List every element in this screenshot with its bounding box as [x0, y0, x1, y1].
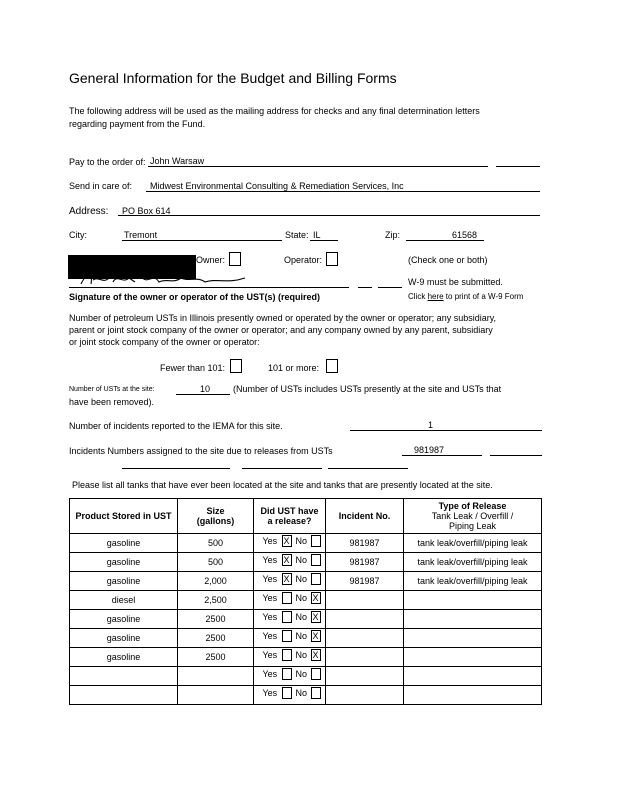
cell-release — [254, 572, 326, 591]
cell-incident[interactable] — [326, 591, 404, 610]
yes-checkbox[interactable]: X — [283, 555, 290, 565]
no-checkbox[interactable] — [311, 573, 321, 585]
cell-incident[interactable]: 981987 — [326, 534, 404, 553]
fewer-label: Fewer than 101: — [160, 363, 226, 373]
header-release-2: a release? — [267, 516, 312, 526]
cell-product[interactable]: diesel — [70, 591, 178, 610]
cell-product[interactable]: gasoline — [70, 610, 178, 629]
petroleum-line-1: Number of petroleum USTs in Illinois presently owned or operated by the owner or operator; any subsidiary, — [69, 313, 497, 323]
header-type-1: Type of Release — [438, 501, 507, 511]
ust-count-note: (Number of USTs includes USTs presently at the site and USTs that — [233, 384, 502, 394]
header-type-3: Piping Leak — [448, 521, 497, 531]
yes-label: Yes — [262, 650, 278, 660]
no-checkbox[interactable]: X — [312, 593, 319, 603]
cell-release — [254, 667, 326, 686]
more-checkbox[interactable] — [326, 359, 338, 373]
cell-type[interactable] — [404, 686, 542, 705]
petroleum-line-2: parent or joint stock company of the owner or operator; and any company owned by any parent, subsidiary — [69, 325, 493, 335]
cell-type[interactable] — [404, 667, 542, 686]
yes-label: Yes — [262, 631, 278, 641]
incident-numbers-label: Incidents Numbers assigned to the site due to releases from USTs — [69, 446, 333, 456]
city-value[interactable]: Tremont — [124, 230, 158, 240]
state-line — [310, 240, 338, 241]
header-size-1: Size — [206, 506, 225, 516]
cell-incident[interactable] — [326, 610, 404, 629]
state-value[interactable]: IL — [313, 230, 321, 240]
address-label: Address: — [69, 206, 109, 217]
yes-no-group — [255, 629, 325, 645]
check-note: (Check one or both) — [408, 255, 488, 265]
ust-count-label: Number of USTs at the site: — [69, 386, 155, 393]
cell-type[interactable] — [404, 629, 542, 648]
table-row — [70, 553, 542, 572]
care-of-value[interactable]: Midwest Environmental Consulting & Remediation Services, Inc — [150, 181, 404, 191]
cell-product[interactable]: gasoline — [70, 553, 178, 572]
incident-numbers-line-2 — [490, 455, 542, 456]
cell-type[interactable]: tank leak/overfill/piping leak — [404, 572, 542, 591]
cell-type[interactable]: tank leak/overfill/piping leak — [404, 534, 542, 553]
cell-size[interactable]: 2500 — [178, 629, 254, 648]
cell-size[interactable]: 500 — [178, 534, 254, 553]
cell-product[interactable]: gasoline — [70, 648, 178, 667]
fewer-checkbox[interactable] — [230, 359, 242, 373]
address-line — [118, 215, 540, 216]
care-of-label: Send in care of: — [69, 181, 133, 191]
care-of-line — [146, 191, 540, 192]
yes-checkbox[interactable] — [282, 668, 292, 680]
cell-size[interactable] — [178, 667, 254, 686]
no-checkbox[interactable]: X — [312, 612, 319, 622]
table-row — [70, 648, 542, 667]
page-title: General Information for the Budget and Billing Forms — [69, 70, 397, 86]
yes-checkbox[interactable] — [282, 611, 292, 623]
yes-no-group — [255, 591, 325, 607]
operator-checkbox[interactable] — [326, 252, 338, 266]
city-line — [122, 240, 282, 241]
incidents-reported-value[interactable]: 1 — [428, 420, 434, 430]
w9-link[interactable]: here — [427, 292, 444, 301]
no-checkbox[interactable] — [311, 554, 321, 566]
cell-type[interactable] — [404, 591, 542, 610]
cell-release — [254, 686, 326, 705]
payee-line-2 — [496, 166, 540, 167]
no-label: No — [295, 669, 308, 679]
operator-label: Operator: — [284, 255, 323, 265]
incident-numbers-line-5 — [328, 468, 408, 469]
payee-label: Pay to the order of: — [69, 157, 146, 167]
cell-incident[interactable] — [326, 629, 404, 648]
yes-label: Yes — [262, 593, 278, 603]
no-label: No — [295, 688, 308, 698]
owner-label: Owner: — [196, 255, 226, 265]
no-checkbox[interactable] — [311, 668, 321, 680]
cell-type[interactable] — [404, 648, 542, 667]
cell-product[interactable]: gasoline — [70, 534, 178, 553]
yes-no-group — [255, 686, 325, 702]
incident-numbers-line — [402, 455, 482, 456]
cell-size[interactable] — [178, 686, 254, 705]
cell-size[interactable]: 2,500 — [178, 591, 254, 610]
header-release-1: Did UST have — [260, 506, 319, 516]
signature-label: Signature of the owner or operator of the UST(s) (required) — [69, 292, 321, 302]
cell-release — [254, 553, 326, 572]
no-checkbox[interactable] — [311, 535, 321, 547]
intro-line-1: The following address will be used as the mailing address for checks and any final determination letters — [69, 106, 480, 116]
table-row — [70, 534, 542, 553]
yes-label: Yes — [262, 612, 278, 622]
header-type-2: Tank Leak / Overfill / — [431, 511, 514, 521]
address-value[interactable]: PO Box 614 — [122, 206, 171, 216]
cell-incident[interactable] — [326, 667, 404, 686]
cell-product[interactable]: gasoline — [70, 629, 178, 648]
yes-no-group — [255, 553, 325, 569]
ust-count-line — [176, 394, 230, 395]
cell-incident[interactable]: 981987 — [326, 553, 404, 572]
no-label: No — [295, 536, 308, 546]
ust-table — [69, 498, 542, 705]
incident-numbers-value[interactable]: 981987 — [414, 445, 445, 455]
yes-checkbox[interactable] — [282, 649, 292, 661]
table-row — [70, 686, 542, 705]
w9-link-pre: Click — [408, 292, 428, 301]
cell-product[interactable] — [70, 686, 178, 705]
cell-release — [254, 610, 326, 629]
cell-type[interactable] — [404, 610, 542, 629]
no-label: No — [295, 555, 308, 565]
yes-checkbox[interactable] — [282, 630, 292, 642]
tank-list-label: Please list all tanks that have ever been located at the site and tanks that are presently located at the site. — [72, 480, 493, 490]
no-checkbox[interactable]: X — [312, 650, 319, 660]
header-release — [254, 499, 326, 534]
state-label: State: — [285, 230, 309, 240]
no-label: No — [295, 631, 308, 641]
w9-link-post: to print of a W-9 Form — [443, 292, 524, 301]
no-label: No — [295, 612, 308, 622]
incident-numbers-line-4 — [242, 468, 322, 469]
header-size-2: (gallons) — [196, 516, 235, 526]
yes-label: Yes — [262, 669, 278, 679]
yes-checkbox[interactable] — [282, 687, 292, 699]
incidents-reported-line — [350, 430, 542, 431]
zip-line — [406, 240, 484, 241]
cell-release — [254, 648, 326, 667]
no-checkbox[interactable] — [311, 687, 321, 699]
zip-label: Zip: — [385, 230, 401, 240]
cell-release — [254, 591, 326, 610]
table-row — [70, 572, 542, 591]
cell-incident[interactable] — [326, 686, 404, 705]
city-label: City: — [69, 230, 87, 240]
incidents-reported-label: Number of incidents reported to the IEMA for this site. — [69, 421, 283, 431]
yes-no-group — [255, 610, 325, 626]
header-type — [404, 499, 542, 534]
no-checkbox[interactable]: X — [312, 631, 319, 641]
table-header-row — [70, 499, 542, 534]
cell-type[interactable]: tank leak/overfill/piping leak — [404, 553, 542, 572]
yes-no-group — [255, 648, 325, 664]
cell-size[interactable]: 500 — [178, 553, 254, 572]
header-product: Product Stored in UST — [70, 499, 178, 534]
cell-size[interactable]: 2500 — [178, 610, 254, 629]
cell-size[interactable]: 2500 — [178, 648, 254, 667]
yes-checkbox[interactable]: X — [283, 574, 290, 584]
table-row — [70, 629, 542, 648]
owner-checkbox[interactable] — [229, 252, 241, 266]
cell-size[interactable]: 2,000 — [178, 572, 254, 591]
cell-release — [254, 629, 326, 648]
intro-line-2: regarding payment from the Fund. — [69, 119, 206, 129]
cell-incident[interactable] — [326, 648, 404, 667]
yes-no-group — [255, 667, 325, 683]
signature-line — [69, 287, 349, 288]
cell-product[interactable] — [70, 667, 178, 686]
payee-line — [148, 166, 488, 167]
yes-label: Yes — [262, 688, 278, 698]
no-label: No — [295, 650, 308, 660]
cell-release — [254, 534, 326, 553]
incident-numbers-line-3 — [122, 468, 230, 469]
yes-label: Yes — [262, 574, 278, 584]
ust-count-value[interactable]: 10 — [200, 384, 211, 394]
cell-product[interactable]: gasoline — [70, 572, 178, 591]
ust-count-note-2: have been removed). — [69, 397, 155, 407]
w9-link-text — [408, 292, 523, 301]
more-label: 101 or more: — [268, 363, 320, 373]
signature-line-3 — [378, 287, 402, 288]
yes-label: Yes — [262, 536, 278, 546]
table-row — [70, 610, 542, 629]
payee-value[interactable]: John Warsaw — [150, 156, 205, 166]
yes-label: Yes — [262, 555, 278, 565]
yes-checkbox[interactable]: X — [283, 536, 290, 546]
header-incident: Incident No. — [326, 499, 404, 534]
yes-checkbox[interactable] — [282, 592, 292, 604]
petroleum-line-3: or joint stock company of the owner or operator: — [69, 337, 260, 347]
no-label: No — [295, 574, 308, 584]
yes-no-group — [255, 534, 325, 550]
header-size — [178, 499, 254, 534]
yes-no-group — [255, 572, 325, 588]
signature-line-2 — [358, 287, 372, 288]
zip-value[interactable]: 61568 — [452, 230, 478, 240]
w9-note: W-9 must be submitted. — [408, 277, 503, 287]
table-row — [70, 667, 542, 686]
table-row — [70, 591, 542, 610]
no-label: No — [295, 593, 308, 603]
cell-incident[interactable]: 981987 — [326, 572, 404, 591]
